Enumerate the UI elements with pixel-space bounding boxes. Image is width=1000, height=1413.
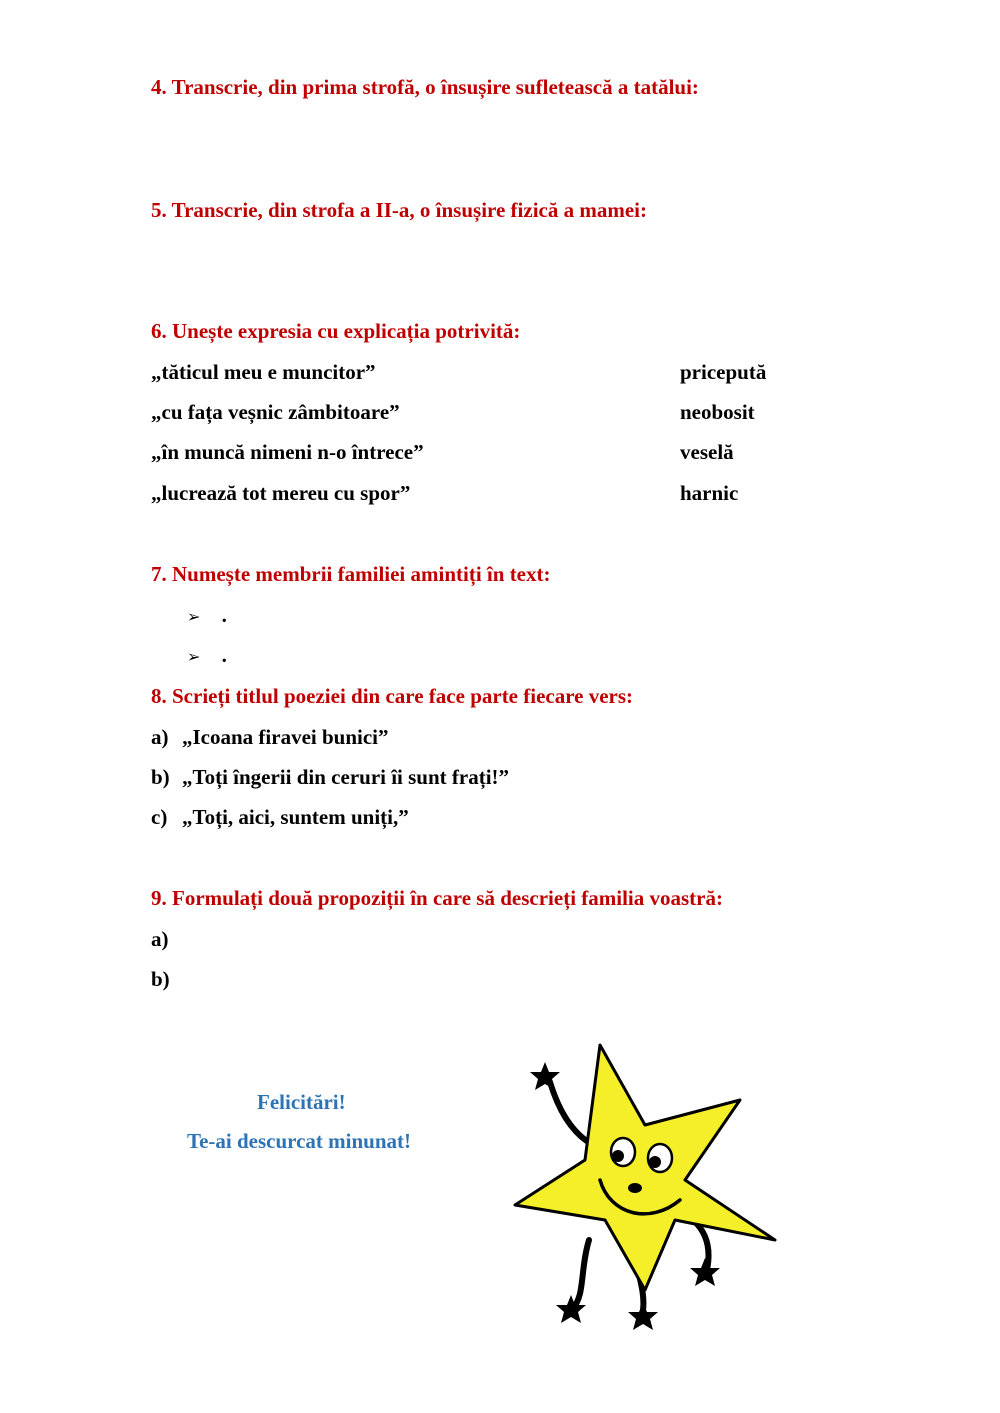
- item-b-text: „Toți îngerii din ceruri îi sunt frați!”: [182, 765, 510, 789]
- item-a-label: a): [151, 725, 169, 749]
- item-c-text: „Toți, aici, suntem uniți,”: [182, 805, 409, 829]
- expression-3: „în muncă nimeni n-o întrece”: [151, 440, 424, 464]
- answer-b-label: b): [151, 967, 170, 991]
- explanation-1: pricepută: [680, 360, 767, 384]
- question-9: 9. Formulați două propoziții în care să descrieți familia voastră:: [151, 886, 723, 910]
- question-4: 4. Transcrie, din prima strofă, o însușire sufletească a tatălui:: [151, 75, 699, 99]
- item-b-label: b): [151, 765, 170, 789]
- bullet-item-2: [187, 645, 227, 666]
- question-7: 7. Numește membrii familiei amintiți în text:: [151, 562, 551, 586]
- smiling-star-icon: [505, 1040, 785, 1340]
- congrats-message: Te-ai descurcat minunat!: [187, 1129, 412, 1153]
- explanation-3: veselă: [680, 440, 734, 464]
- arrowhead-bullet-icon: ➢: [187, 607, 201, 626]
- answer-a-label: a): [151, 927, 169, 951]
- bullet-item-1: [187, 605, 227, 626]
- item-c-label: c): [151, 805, 168, 829]
- question-6: 6. Unește expresia cu explicația potrivită:: [151, 319, 521, 343]
- explanation-4: harnic: [680, 481, 739, 505]
- question-8: 8. Scrieți titlul poeziei din care face parte fiecare vers:: [151, 684, 634, 708]
- bullet-text-1: .: [221, 603, 227, 627]
- arrowhead-bullet-icon: ➢: [187, 647, 201, 666]
- item-a-text: „Icoana firavei bunici”: [182, 725, 389, 749]
- expression-1: „tăticul meu e muncitor”: [151, 360, 376, 384]
- bullet-text-2: .: [221, 643, 227, 667]
- expression-4: „lucrează tot mereu cu spor”: [151, 481, 411, 505]
- question-5: 5. Transcrie, din strofa a II-a, o însușire fizică a mamei:: [151, 198, 647, 222]
- explanation-2: neobosit: [680, 400, 755, 424]
- expression-2: „cu fața veșnic zâmbitoare”: [151, 400, 400, 424]
- congrats-title: Felicitări!: [257, 1090, 346, 1114]
